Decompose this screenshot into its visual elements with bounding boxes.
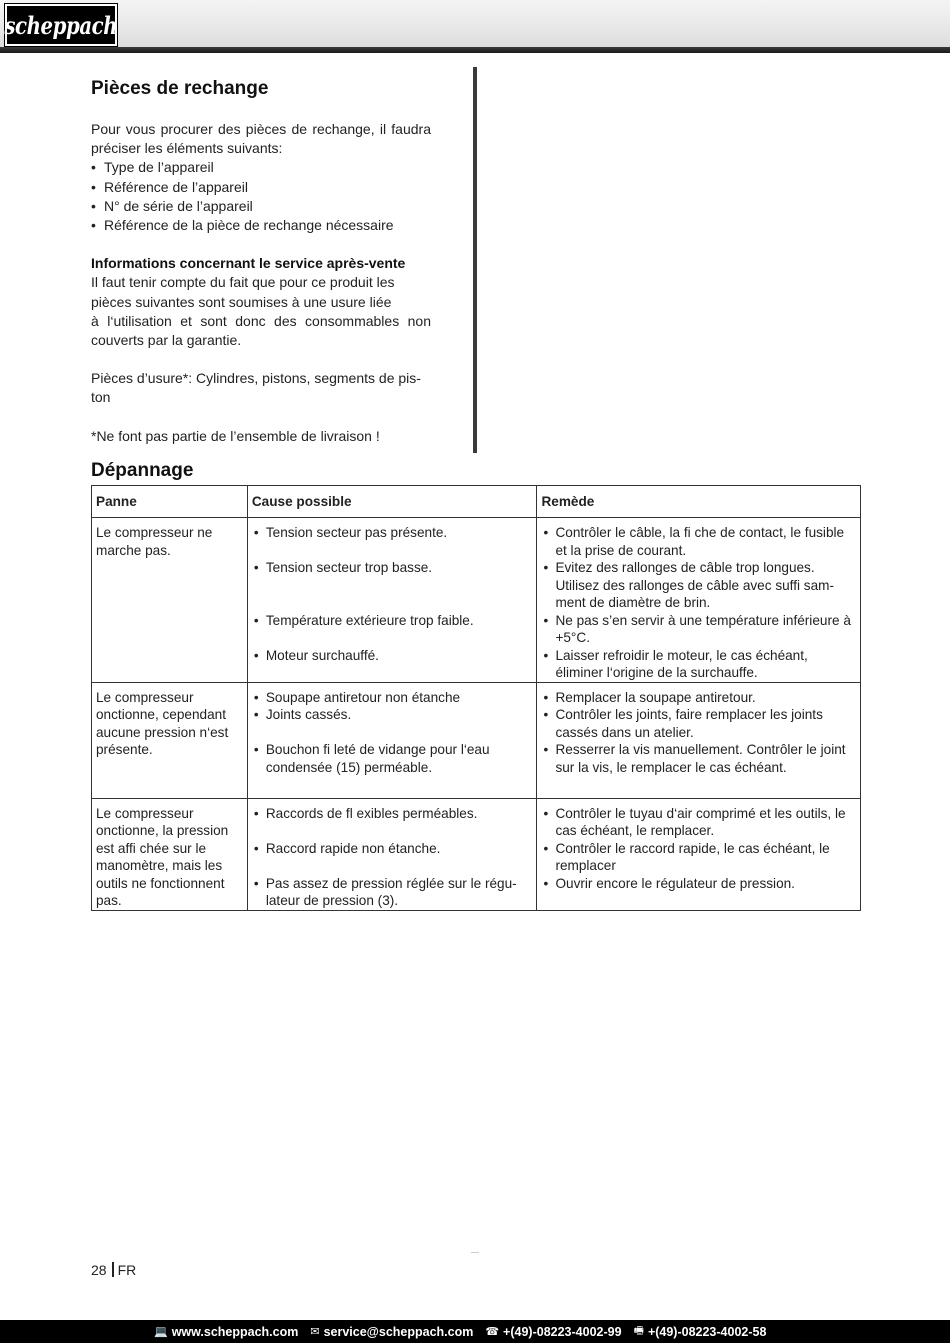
table-row xyxy=(92,798,861,910)
spare-parts-list xyxy=(91,158,431,235)
list-item: • Référence de l’appareil xyxy=(91,178,431,197)
footer-phone xyxy=(485,1325,621,1339)
cause-item: • Tension secteur trop basse. xyxy=(252,559,533,612)
spare-parts-section xyxy=(91,120,431,446)
cause-item: • Bouchon fi leté de vidange pour l‘eau condensée (15) perméable. xyxy=(252,741,533,776)
website-text: www.scheppach.com xyxy=(171,1324,299,1339)
remedy-item: • Resserrer la vis manuellement. Contrôler le joint sur la vis, le remplacer le cas échéant. xyxy=(541,741,856,776)
troubleshooting-heading: Dépannage xyxy=(91,460,194,481)
cause-item: • Pas assez de pression réglée sur le régu- lateur de pression (3). xyxy=(252,875,533,910)
header-rule xyxy=(0,47,950,53)
column-separator xyxy=(473,67,477,453)
cause-item: • Raccords de fl exibles perméables. xyxy=(252,805,533,840)
service-info-line: Il faut tenir compte du fait que pour ce produit les xyxy=(91,274,395,291)
remedy-item: • Contrôler les joints, faire remplacer les joints cassés dans un atelier. xyxy=(541,706,856,741)
cause-item: • Température extérieure trop faible. xyxy=(252,612,533,647)
panne-cell xyxy=(92,682,248,798)
panne-text: Le compresseur onctionne, la pression est affi chée sur le manomètre, mais les outils ne fonctionnent pas. xyxy=(96,805,229,908)
panne-text: Le compresseur onctionne, cependant aucune pression n‘est présente. xyxy=(96,689,229,757)
column-header-panne: Panne xyxy=(92,486,248,518)
table-row xyxy=(92,682,861,798)
cause-cell xyxy=(247,682,537,798)
remedy-item: • Contrôler le câble, la fi che de contact, le fusible et la prise de courant. xyxy=(541,524,856,559)
panne-cell xyxy=(92,798,248,910)
remedy-item: • Laisser refroidir le moteur, le cas échéant, éliminer l‘origine de la surchauffe. xyxy=(541,647,856,682)
cause-cell xyxy=(247,798,537,910)
cause-cell xyxy=(247,518,537,683)
computer-icon: 💻 xyxy=(154,1326,168,1338)
page-footer xyxy=(0,1320,950,1343)
page-number xyxy=(91,1262,136,1278)
scheppach-logo xyxy=(5,4,117,46)
logo-text: scheppach xyxy=(4,10,118,40)
column-header-cause: Cause possible xyxy=(247,486,537,518)
cause-item: • Tension secteur pas présente. xyxy=(252,524,533,559)
remedy-item: • Contrôler le raccord rapide, le cas échéant, le remplacer xyxy=(541,840,856,875)
wear-parts-line: Pièces d’usure*: Cylindres, pistons, segments de pis- xyxy=(91,370,421,387)
remedy-item: • Ouvrir encore le régulateur de pression. xyxy=(541,875,856,893)
table-row xyxy=(92,518,861,683)
cause-item: • Joints cassés. xyxy=(252,706,533,741)
remedy-cell xyxy=(537,682,861,798)
remedy-cell xyxy=(537,798,861,910)
remedy-item: • Ne pas s’en servir à une température inférieure à +5°C. xyxy=(541,612,856,647)
cause-item: • Raccord rapide non étanche. xyxy=(252,840,533,875)
spare-parts-heading: Pièces de rechange xyxy=(91,78,269,99)
service-info-heading: Informations concernant le service après-vente xyxy=(91,255,406,272)
list-item: • Référence de la pièce de rechange nécessaire xyxy=(91,216,431,235)
page-header xyxy=(0,0,950,52)
list-item: • Type de l’appareil xyxy=(91,158,431,177)
page-number-value: 28 xyxy=(91,1262,107,1278)
email-text: service@scheppach.com xyxy=(323,1324,474,1339)
table-header-row xyxy=(92,486,861,518)
column-header-remede: Remède xyxy=(537,486,861,518)
cause-item: • Moteur surchauffé. xyxy=(252,647,533,665)
phone-text: +(49)-08223-4002-99 xyxy=(503,1324,622,1339)
language-code: FR xyxy=(117,1262,137,1278)
mail-icon: ✉ xyxy=(310,1326,320,1338)
panne-cell xyxy=(92,518,248,683)
wear-parts-line: ton xyxy=(91,389,111,406)
delivery-note: *Ne font pas partie de l’ensemble de livraison ! xyxy=(91,427,380,444)
cause-item: • Soupape antiretour non étanche xyxy=(252,689,533,707)
footer-website[interactable] xyxy=(154,1325,298,1339)
list-item: • N° de série de l’appareil xyxy=(91,197,431,216)
spare-parts-intro: Pour vous procurer des pièces de rechange, il faudra préciser les éléments suivants: xyxy=(91,121,431,157)
remedy-item: • Remplacer la soupape antiretour. xyxy=(541,689,856,707)
service-info-line: à l‘utilisation et sont donc des consommables non couverts par la garantie. xyxy=(91,312,431,349)
page-number-divider xyxy=(112,1262,114,1277)
remedy-item: • Contrôler le tuyau d‘air comprimé et les outils, le cas échéant, le remplacer. xyxy=(541,805,856,840)
footer-fax xyxy=(634,1322,767,1341)
remedy-cell xyxy=(537,518,861,683)
footer-email[interactable] xyxy=(310,1325,473,1339)
fax-text: +(49)-08223-4002-58 xyxy=(647,1324,767,1339)
service-info-line: pièces suivantes sont soumises à une usure liée xyxy=(91,293,392,310)
troubleshooting-table xyxy=(91,485,861,911)
panne-text: Le compresseur ne marche pas. xyxy=(96,525,213,558)
phone-icon: ☎ xyxy=(485,1326,500,1338)
fax-icon: 🖷 xyxy=(633,1325,644,1337)
divider-mark xyxy=(471,1252,479,1253)
remedy-item: • Evitez des rallonges de câble trop longues. Utilisez des rallonges de câble avec suffi sam- ment de diamètre de brin. xyxy=(541,559,856,612)
